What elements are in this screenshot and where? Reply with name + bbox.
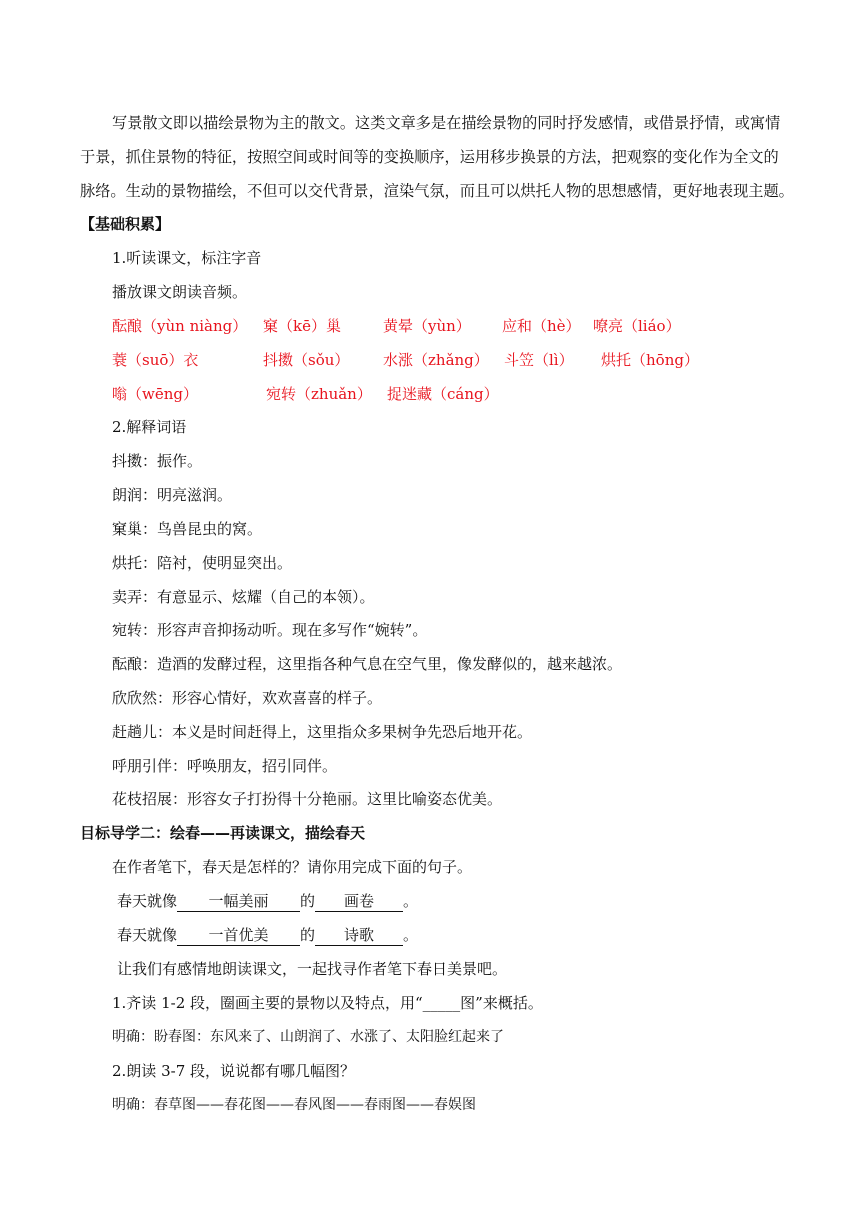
fill-prefix: 春天就像 [117,892,178,910]
definition-item: 窠巢：鸟兽昆虫的窝。 [112,520,263,538]
pinyin-item: 酝酿（yùn niàng） [112,317,248,335]
question-text: 在作者笔下，春天是怎样的？请你用完成下面的句子。 [112,858,473,876]
definition-item: 卖弄：有意显示、炫耀（自己的本领）。 [112,588,375,606]
pinyin-item: 斗笠（lì） [504,351,574,369]
section-heading-goal-2: 目标导学二：绘春——再读课文，描绘春天 [80,824,366,842]
fill-blank: 诗歌 [315,925,403,946]
pinyin-item: 宛转（zhuǎn） [266,385,372,403]
item-2-title: 2.解释词语 [112,418,187,436]
pinyin-item: 蓑（suō）衣 [112,351,199,369]
fill-suffix: 。 [403,926,419,944]
definition-item: 烘托：陪衬，使明显突出。 [112,554,293,572]
pinyin-item: 抖擞（sǒu） [263,351,350,369]
definition-item: 朗润：明亮滋润。 [112,486,233,504]
definition-item: 呼朋引伴：呼唤朋友，招引同伴。 [112,757,338,775]
fill-sentence-2 [117,925,418,946]
definition-item: 欣欣然：形容心情好，欢欢喜喜的样子。 [112,689,383,707]
intro-line-1: 写景散文即以描绘景物为主的散文。这类文章多是在描绘景物的同时抒发感情，或借景抒情，或寓情 [112,114,781,132]
item-1-subtext: 播放课文朗读音频。 [112,283,248,301]
task-1: 1.齐读 1-2 段，圈画主要的景物以及特点，用“_____图”来概括。 [112,994,543,1012]
definition-item: 赶趟儿：本义是时间赶得上，这里指众多果树争先恐后地开花。 [112,723,533,741]
task-2: 2.朗读 3-7 段，说说都有哪几幅图？ [112,1062,356,1080]
fill-prefix: 春天就像 [117,926,178,944]
pinyin-item: 嗡（wēng） [112,385,198,403]
pinyin-item: 应和（hè） [502,317,581,335]
pinyin-item: 捉迷藏（cáng） [387,385,499,403]
answer-1: 明确：盼春图：东风来了、山朗润了、水涨了、太阳脸红起来了 [112,1029,504,1045]
definition-item: 宛转：形容声音抑扬动听。现在多写作“婉转”。 [112,621,428,639]
fill-blank: 画卷 [315,891,403,912]
pinyin-item: 黄晕（yùn） [383,317,471,335]
fill-sentence-1 [117,891,418,912]
definition-item: 花枝招展：形容女子打扮得十分艳丽。这里比喻姿态优美。 [112,790,503,808]
pinyin-item: 水涨（zhǎng） [383,351,489,369]
intro-line-2: 于景，抓住景物的特征，按照空间或时间等的变换顺序，运用移步换景的方法，把观察的变化作为全文的 [80,148,779,166]
fill-mid: 的 [300,892,316,910]
read-aloud-instruction: 让我们有感情地朗读课文，一起找寻作者笔下春日美景吧。 [117,960,508,978]
fill-blank: 一幅美丽 [177,891,300,912]
fill-blank: 一首优美 [177,925,300,946]
definition-item: 抖擞：振作。 [112,452,203,470]
pinyin-item: 窠（kē）巢 [263,317,341,335]
fill-suffix: 。 [403,892,419,910]
definition-item: 酝酿：造酒的发酵过程，这里指各种气息在空气里，像发酵似的，越来越浓。 [112,655,623,673]
fill-mid: 的 [300,926,316,944]
pinyin-item: 烘托（hōng） [601,351,699,369]
answer-2: 明确：春草图——春花图——春风图——春雨图——春娱图 [112,1097,476,1113]
section-heading-basics: 【基础积累】 [80,215,171,233]
pinyin-item: 嘹亮（liáo） [593,317,681,335]
intro-line-3: 脉络。生动的景物描绘，不但可以交代背景，渲染气氛，而且可以烘托人物的思想感情，更好地表现主题。 [80,182,794,200]
item-1-title: 1.听读课文，标注字音 [112,249,262,267]
